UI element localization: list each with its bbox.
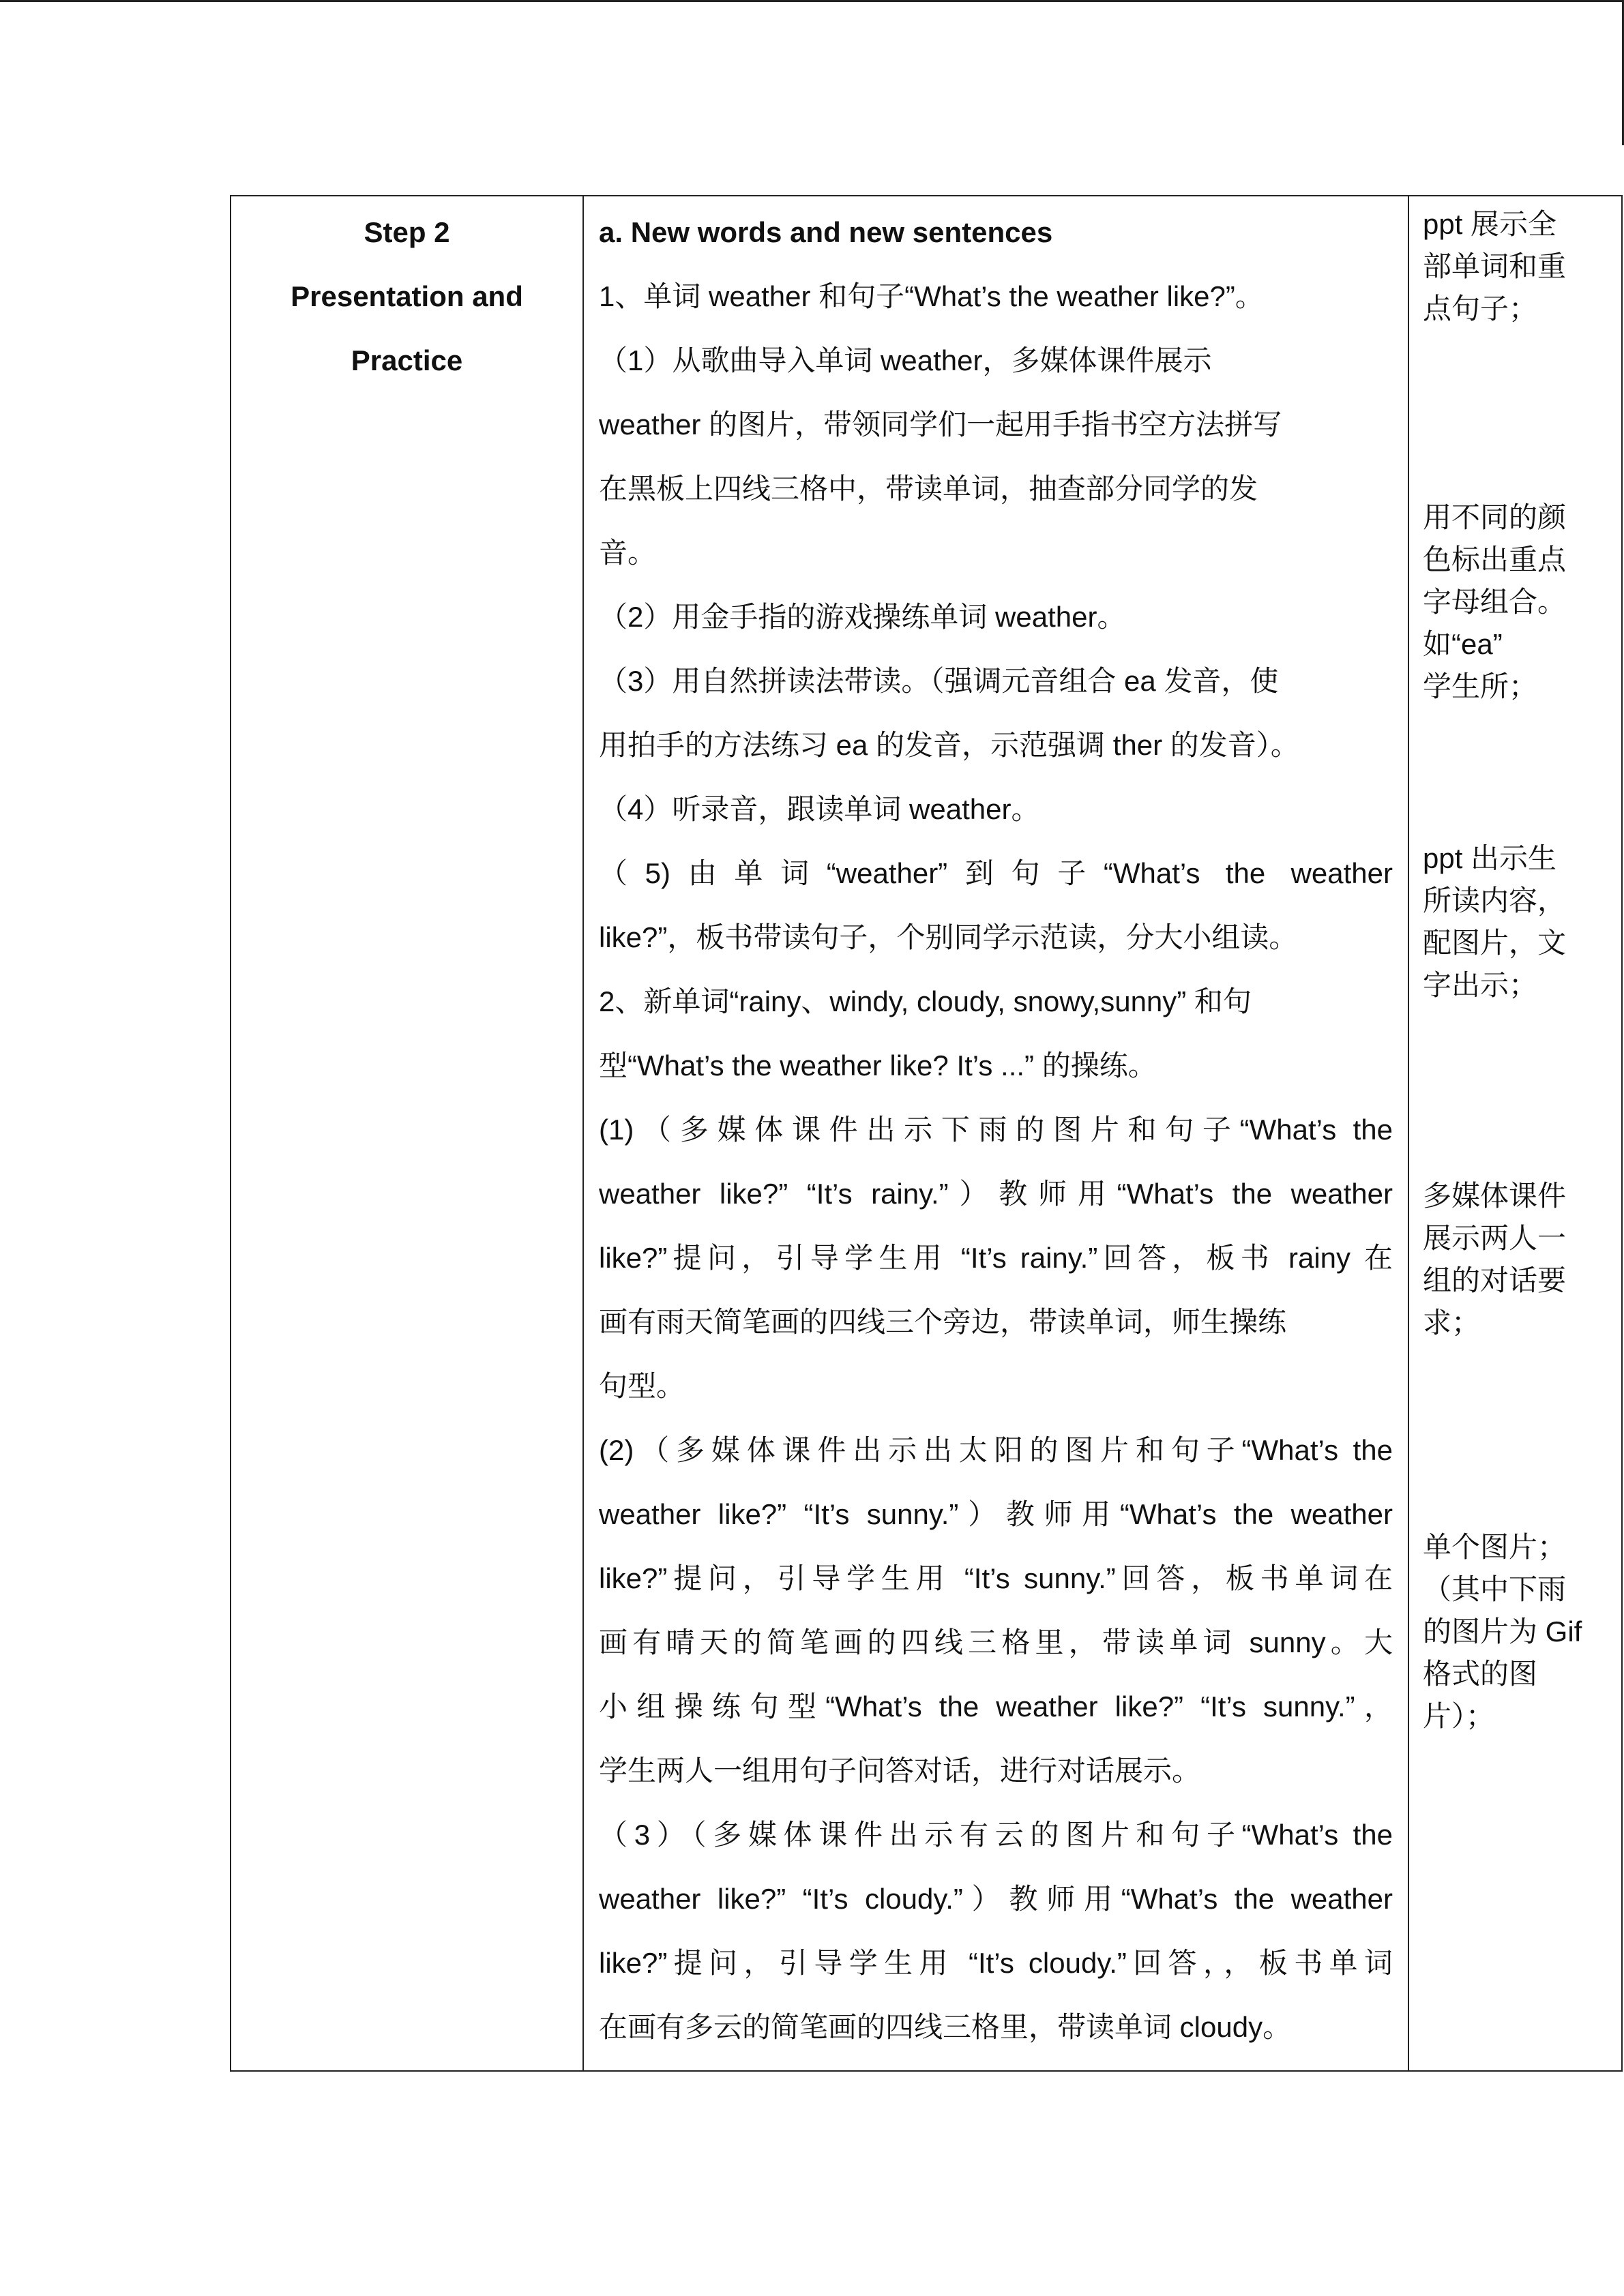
content-line: 画有雨天简笔画的四线三个旁边，带读单词，师生操练 (599, 1306, 1287, 1338)
content-line: (2)（多媒体课件出示出太阳的图片和句子“What’s the (599, 1434, 1393, 1466)
content-line: 1、单词 weather 和句子“What’s the weather like?”。 (599, 280, 1264, 312)
note-block (1423, 1526, 1582, 1738)
content-line: like?”提问，引导学生用 “It’s sunny.”回答，板书单词在 (599, 1562, 1393, 1594)
content-cell (583, 196, 1408, 2071)
content-line: like?”提问，引导学生用 “It’s cloudy.”回答，，板书单词 (599, 1947, 1393, 1979)
content-line: 在黑板上四线三格中，带读单词，抽查部分同学的发 (599, 473, 1258, 505)
table-row (231, 196, 1622, 2071)
content-line: 音。 (599, 537, 657, 569)
note-line: 求； (1423, 1307, 1481, 1339)
note-line: 所读内容， (1423, 884, 1567, 916)
note-line: 色标出重点 (1423, 543, 1567, 576)
content-line: like?”提问，引导学生用 “It’s rainy.”回答，板书 rainy 在 (599, 1242, 1393, 1274)
note-line: 多媒体课件 (1423, 1180, 1567, 1212)
content-line: weather 的图片，带领同学们一起用手指书空方法拼写 (599, 408, 1282, 441)
step-title-line: Presentation and (291, 280, 523, 312)
content-line: （3）（多媒体课件出示有云的图片和句子“What’s the (599, 1819, 1393, 1851)
page-top-rule (0, 0, 1624, 2)
note-line: ppt 展示全 (1423, 208, 1557, 240)
content-line: 用拍手的方法练习 ea 的发音，示范强调 ther 的发音）。 (599, 729, 1299, 761)
step-title-line: Practice (351, 344, 463, 376)
note-line: 配图片，文 (1423, 927, 1567, 959)
content-line: a. New words and new sentences (599, 216, 1053, 248)
content-line: （4）听录音，跟读单词 weather。 (599, 793, 1040, 825)
note-line: 部单词和重 (1423, 250, 1567, 282)
note-block (1423, 1175, 1566, 1344)
note-line: 字出示； (1423, 969, 1538, 1001)
note-line: 用不同的颜 (1423, 501, 1567, 533)
content-line: 小组操练句型“What’s the weather like?” “It’s sunny.”， (599, 1690, 1393, 1723)
content-line: 画有晴天的简笔画的四线三格里，带读单词 sunny。大 (599, 1626, 1393, 1658)
note-line: 点句子； (1423, 293, 1538, 325)
note-line: 组的对话要 (1423, 1264, 1567, 1296)
content-line: （2）用金手指的游戏操练单词 weather。 (599, 601, 1126, 633)
content-line: (1)（多媒体课件出示下雨的图片和句子“What’s the (599, 1114, 1393, 1146)
content-line: 句型。 (599, 1370, 685, 1402)
note-line: （其中下雨 (1423, 1573, 1567, 1605)
content-line: 学生两人一组用句子问答对话，进行对话展示。 (599, 1755, 1201, 1787)
note-block (1423, 837, 1566, 1007)
note-line: 片）； (1423, 1700, 1495, 1732)
content-line: （3）用自然拼读法带读。（强调元音组合 ea 发音，使 (599, 665, 1279, 697)
note-line: 字母组合。 (1423, 586, 1567, 618)
content-line: weather like?” “It’s sunny.”）教师用“What’s the weather (599, 1498, 1393, 1530)
content-line: 型“What’s the weather like? It’s ...” 的操练。 (599, 1049, 1157, 1082)
note-line: 展示两人一 (1423, 1222, 1567, 1254)
step-title-line: Step 2 (364, 216, 450, 248)
content-line: like?”，板书带读句子，个别同学示范读，分大小组读。 (599, 921, 1298, 953)
note-line: 格式的图 (1423, 1658, 1538, 1690)
content-line: （5)由单词“weather”到句子“What’s the weather (599, 857, 1393, 889)
note-block (1423, 203, 1566, 330)
notes-cell (1408, 196, 1622, 2071)
note-line: 单个图片； (1423, 1531, 1567, 1563)
content-line: 2、新单词“rainy、windy, cloudy, snowy,sunny” 和句 (599, 985, 1252, 1017)
lesson-table (230, 195, 1623, 2072)
content-line: （1）从歌曲导入单词 weather，多媒体课件展示 (599, 344, 1212, 376)
content-line: 在画有多云的简笔画的四线三格里，带读单词 cloudy。 (599, 2011, 1292, 2043)
step-cell (231, 196, 583, 2071)
note-line: ppt 出示生 (1423, 842, 1557, 874)
note-block (1423, 496, 1566, 708)
note-line: 如“ea” (1423, 628, 1503, 660)
note-line: 的图片为 Gif (1423, 1615, 1582, 1648)
note-line: 学生所； (1423, 670, 1538, 702)
content-line: weather like?” “It’s cloudy.”）教师用“What’s the weather (599, 1883, 1393, 1915)
content-line: weather like?” “It’s rainy.”）教师用“What’s the weather (599, 1178, 1393, 1210)
